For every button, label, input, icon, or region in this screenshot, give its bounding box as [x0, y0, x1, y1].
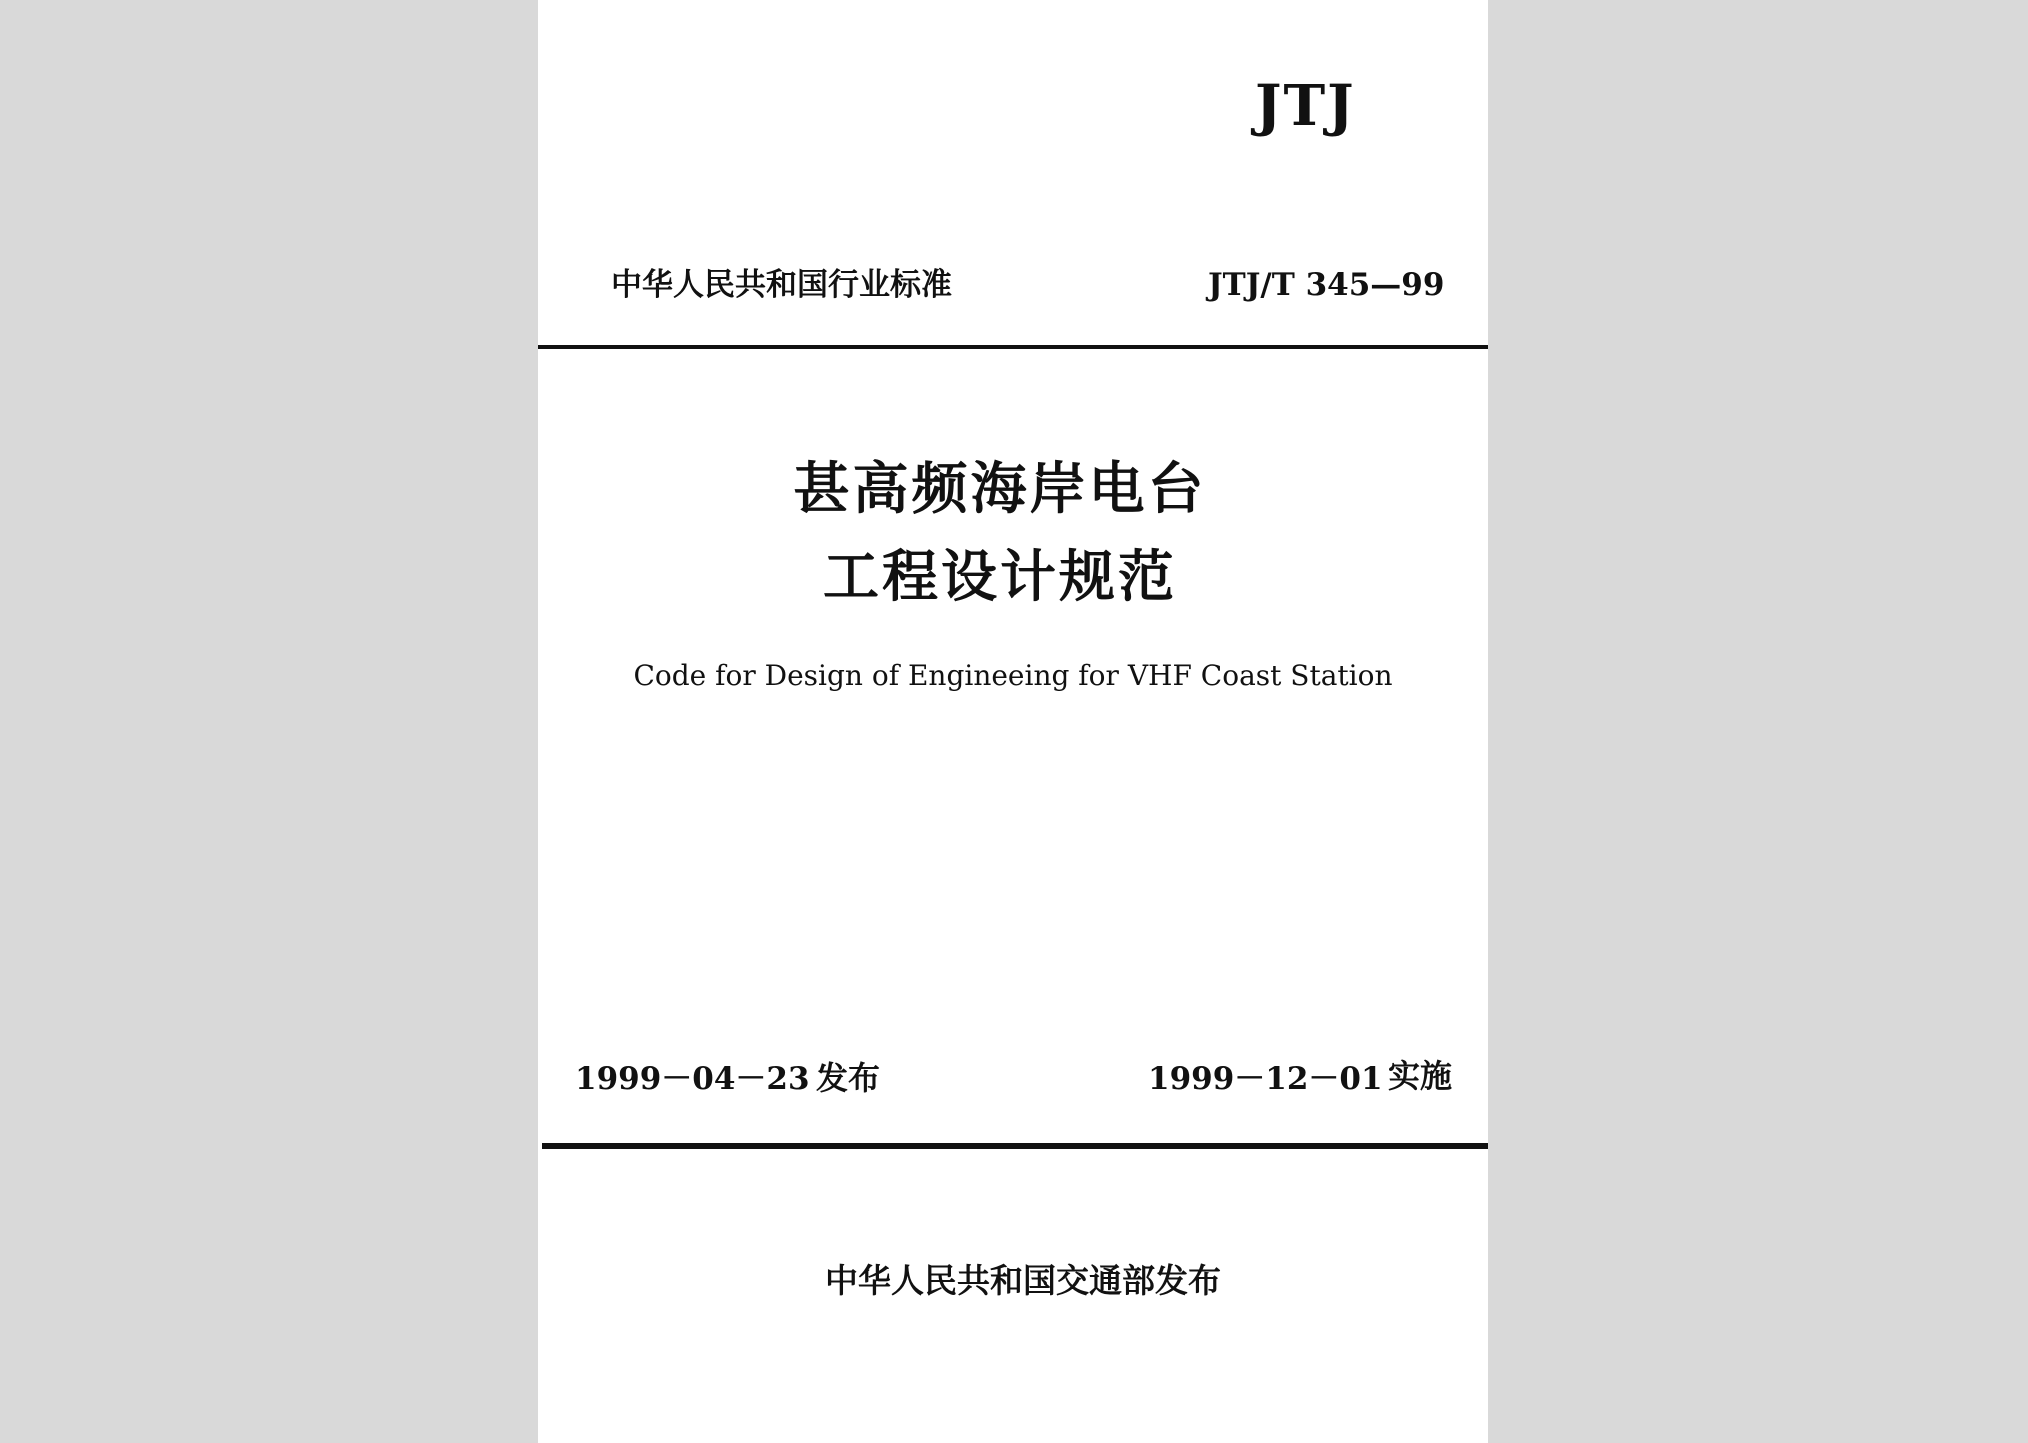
bottom-divider	[542, 1143, 1488, 1149]
publisher: 中华人民共和国交通部发布	[825, 1261, 1221, 1300]
standard-category: 中华人民共和国行业标准	[611, 267, 952, 303]
top-divider	[538, 345, 1488, 349]
implementation-date: 1999－12－01	[1148, 1061, 1383, 1097]
title-english: Code for Design of Engineeing for VHF Coast Station	[633, 659, 1393, 692]
issue-label: 发布	[816, 1059, 881, 1097]
title-chinese-line-2: 工程设计规范	[823, 545, 1177, 610]
jtj-logo: JTJ	[1255, 73, 1356, 139]
implementation-label: 实施	[1388, 1057, 1453, 1095]
standard-code: JTJ/T 345—99	[1208, 267, 1445, 303]
issue-date: 1999－04－23	[575, 1061, 810, 1097]
document-cover-page	[538, 0, 1488, 1443]
title-chinese-line-1: 甚高频海岸电台	[793, 457, 1207, 522]
